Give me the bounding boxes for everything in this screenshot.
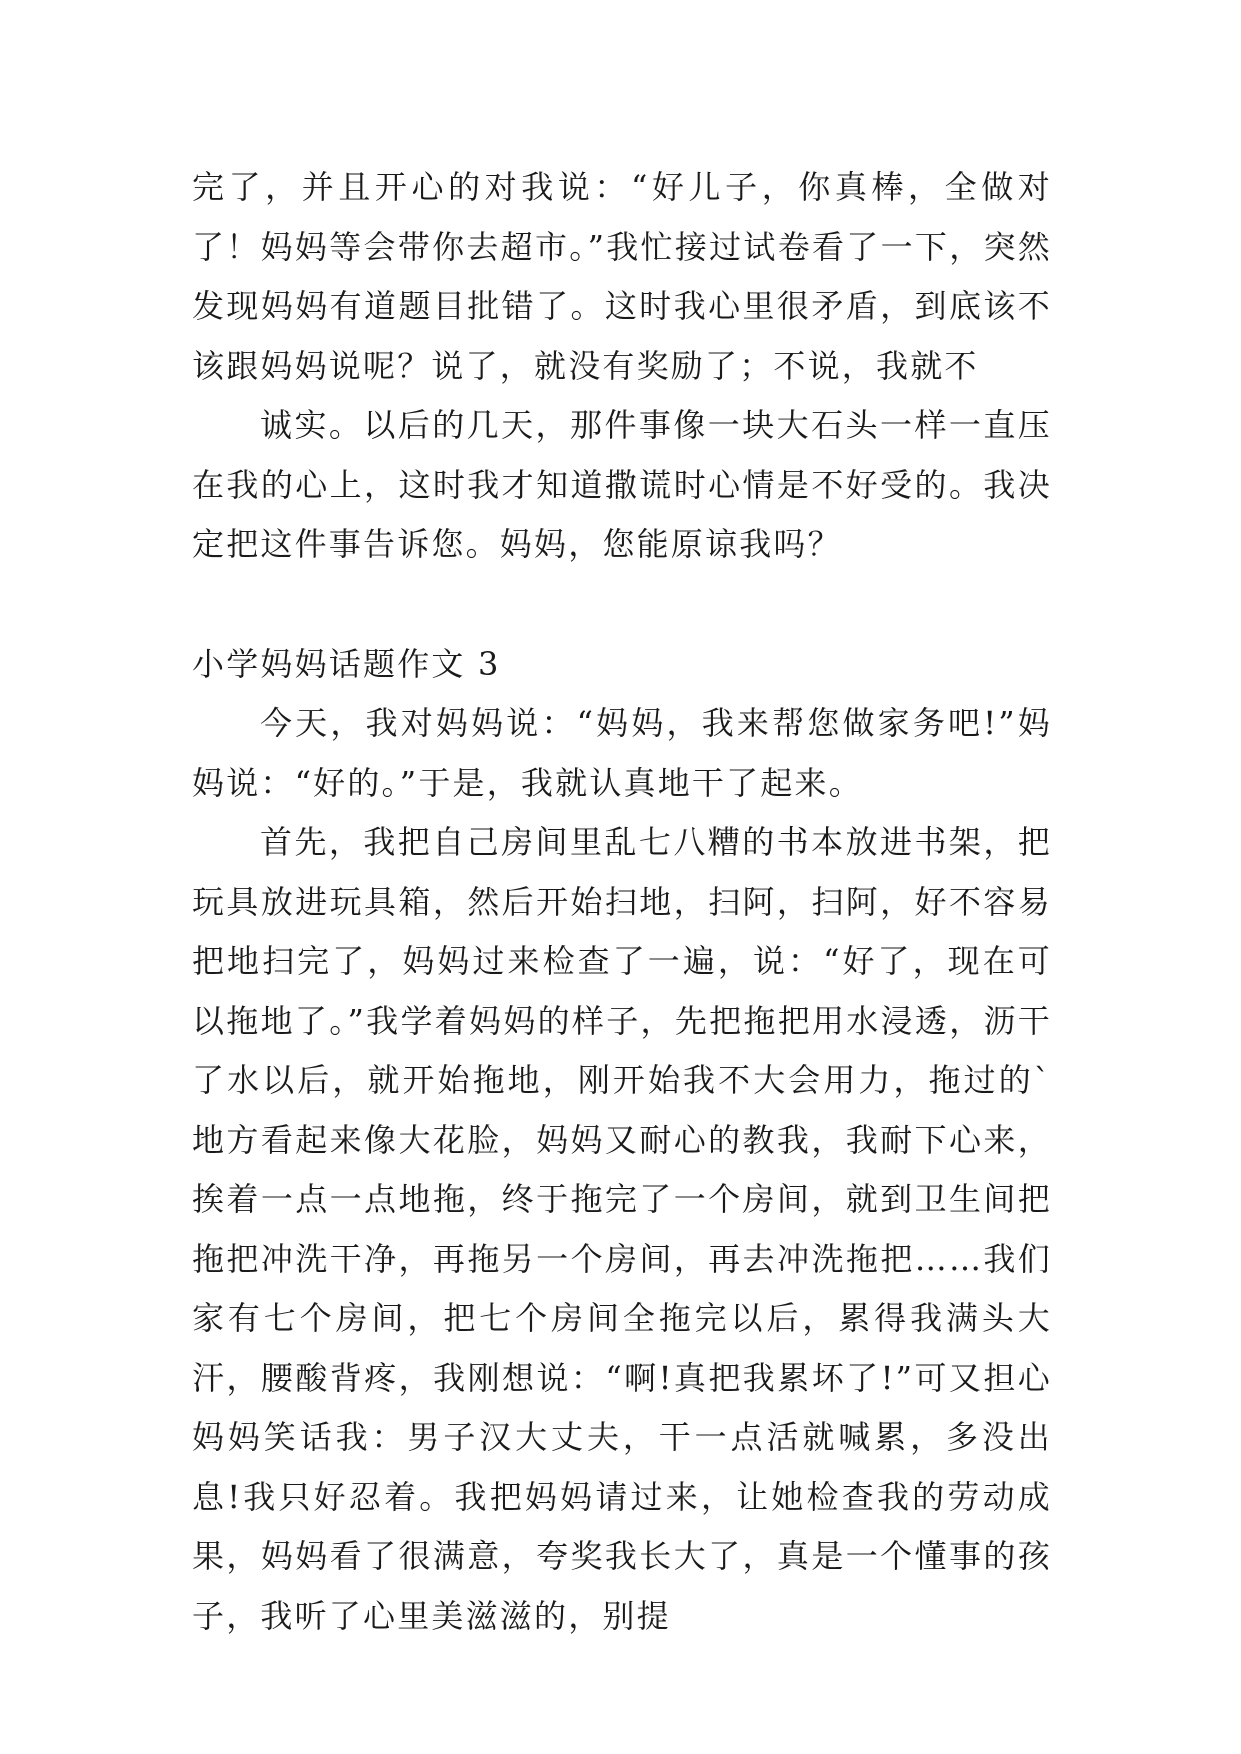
section-title: 小学妈妈话题作文 3 [192, 644, 501, 683]
document-body [192, 158, 1052, 1646]
paragraph: 今天，我对妈妈说：“妈妈，我来帮您做家务吧!”妈妈说：“好的。”于是，我就认真地干了起来。 [192, 704, 1052, 802]
paragraph: 首先，我把自己房间里乱七八糟的书本放进书架，把玩具放进玩具箱，然后开始扫地，扫阿，扫阿，好不容易把地扫完了，妈妈过来检查了一遍，说：“好了，现在可以拖地了。”我学着妈妈的样子，先把拖把用水浸透，沥干了水以后，就开始拖地，刚开始我不大会用力，拖过的`地方看起来像大花脸，妈妈又耐心的教我，我耐下心来，挨着一点一点地拖，终于拖完了一个房间，就到卫生间把拖把冲洗干净，再拖另一个房间，再去冲洗拖把……我们家有七个房间，把七个房间全拖完以后，累得我满头大汗，腰酸背疼，我刚想说：“啊!真把我累坏了!”可又担心妈妈笑话我：男子汉大丈夫，干一点活就喊累，多没出息!我只好忍着。我把妈妈请过来，让她检查我的劳动成果，妈妈看了很满意，夸奖我长大了，真是一个懂事的孩子，我听了心里美滋滋的，别提 [192, 823, 1052, 1635]
section-gap [192, 575, 1052, 635]
paragraph: 完了，并且开心的对我说：“好儿子，你真棒，全做对了！妈妈等会带你去超市。”我忙接过试卷看了一下，突然发现妈妈有道题目批错了。这时我心里很矛盾，到底该不该跟妈妈说呢？说了，就没有奖励了；不说，我就不 [192, 168, 1052, 385]
paragraph: 诚实。以后的几天，那件事像一块大石头一样一直压在我的心上，这时我才知道撒谎时心情是不好受的。我决定把这件事告诉您。妈妈，您能原谅我吗？ [192, 406, 1052, 563]
